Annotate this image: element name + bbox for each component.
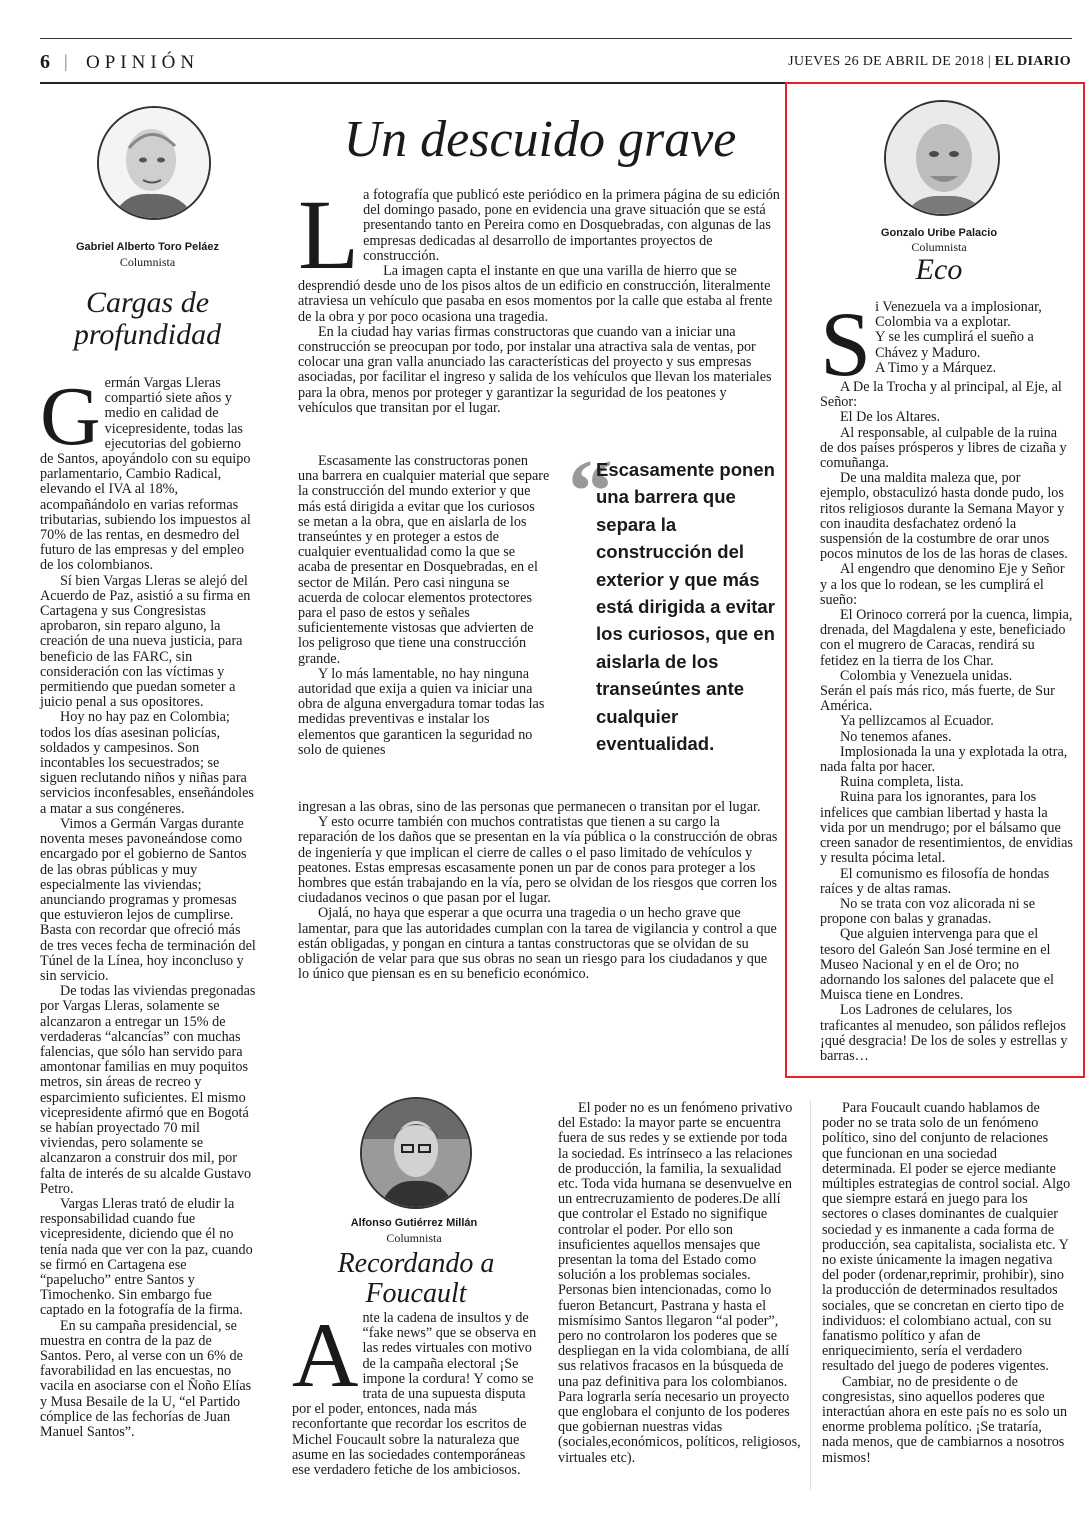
author-name-uribe: Gonzalo Uribe Palacio — [880, 227, 998, 239]
verse-line: i Venezuela va a implosionar, — [875, 299, 1042, 315]
paragraph: Colombia y Venezuela unidas. — [840, 667, 1013, 684]
paragraph: No tenemos afanes. — [840, 728, 952, 745]
issue-dateline — [788, 54, 1071, 70]
drop-cap: A — [292, 1304, 359, 1406]
paragraph: Sí bien Vargas Lleras se alejó del Acuerdo de Paz, asistió a su firma en Cartagena y sus Congresistas aprobaron, sin reparo alguno, la creación de una nueva justicia, para beneficio de las FARC, sin consideración con las víctimas y permitiendo que puedan someter a juicio penal a sus opositores. — [40, 572, 251, 711]
paragraph: Ojalá, no haya que esperar a que ocurra una tragedia o un hecho grave que lamentar, para que las autoridades cumplan con la tarea de vigilancia y control a que están obligadas, y pongan en cintura a tantas constructoras que se olvidan de su obligación de velar para que sus obras no sean un riesgo para los ciudadanos y que lo único que piensan es en su beneficio económico. — [298, 905, 777, 983]
author-photo-gutierrez — [360, 1097, 472, 1209]
page-number: 6 — [40, 51, 50, 73]
column-title-eco: Eco — [915, 253, 963, 286]
portrait-icon — [99, 108, 209, 218]
column-body-foucault-1 — [292, 1304, 544, 1479]
column-title-foucault: Recordando a Foucault — [337, 1248, 495, 1310]
editorial-body-narrow — [298, 454, 550, 758]
paragraph: En su campaña presidencial, se muestra en contra de la paz de Santos. Pero, al verse con un 6% de favorabilidad en las encuestas, no vacila en asociarse con el Ñoño Elías y Musa Besaile de la U, “el Partido cómplice de las fechorías de Juan Manuel Santos”. — [40, 1317, 252, 1441]
paragraph: Que alguien intervenga para que el tesoro del Galeón San José termine en el Museo Nacional y en el de Oro; no adornando los salones del palacete que el Muisca tiene en Londres. — [820, 926, 1055, 1004]
paragraph: nte la cadena de insultos y de “fake news” que se observa en las redes virtuales con motivo de la campaña electoral ¡Se impone la cordura! Y como se trata de una supuesta disputa por el poder, entonces, nada más reconfortante que recordar los escritos de Michel Foucault sobre la naturaleza que asume en las sociedades contemporáneas ese verdadero fetiche de los ambiciosos. — [292, 1310, 537, 1479]
paragraph: Serán el país más rico, más fuerte, de Sur América. — [820, 683, 1055, 715]
drop-cap: G — [40, 370, 101, 463]
paragraph: A De la Trocha y al principal, al Eje, al Señor: — [820, 379, 1062, 411]
issue-date: JUEVES 26 DE ABRIL DE 2018 | — [788, 54, 991, 69]
author-name-toro: Gabriel Alberto Toro Peláez — [75, 241, 220, 253]
newspaper-name: EL DIARIO — [994, 54, 1071, 69]
author-role-toro: Columnista — [119, 255, 176, 269]
paragraph: En la ciudad hay varias firmas constructoras que cuando van a iniciar una construcción se preocupan por todo, por instalar una atractiva sala de ventas, por colocar una gran valla anunciado las características del proyecto y sus empresas asociadas, por facilitar el ingreso y salida de los vehículos que llevan los materiales para la obra, menos por proteger y garantizar la seguridad de los peatones y vehículos que transitan por el lugar. — [298, 323, 772, 416]
paragraph: No se trata con voz alicorada ni se propone con balas y granadas. — [820, 895, 1035, 928]
paragraph: De una maldita maleza que, por ejemplo, obstaculizó hasta donde pudo, los ritos religiosos durante la Semana Mayor y con inaudita desfachatez ordenó la suspensión de la costumbre de orar unos pocos minutos de los de las horas de clases. — [820, 470, 1068, 563]
paragraph: Vimos a Germán Vargas durante noventa meses pavoneándose como encargado por el gobierno de Santos de las obras públicas y muy especialmente las viviendas; anunciando programas y promesas que estuvieron lejos de cumplirse. Basta con recordar que ofreció más de tres veces fecha de terminación del Túnel de la Línea, hoy inconcluso y sin servicio. — [40, 815, 256, 984]
editorial-body-bottom — [298, 800, 781, 982]
verse-line: Colombia va a explotar. — [875, 314, 1011, 331]
author-role-uribe: Columnista — [911, 240, 967, 254]
paragraph: ingresan a las obras, sino de las personas que permanecen o transitan por el lugar. — [298, 799, 761, 815]
paragraph: Al engendro que denomino Eje y Señor y a los que lo rodean, se les cumplirá el sueño: — [820, 561, 1065, 608]
paragraph: El comunismo es filosofía de hondas raíces y de altas ramas. — [820, 865, 1050, 897]
paragraph: Los Ladrones de celulares, los traficantes al menudeo, son pálidos reflejos ¡qué desgracia! De los de soles y estrellas y barras… — [820, 1002, 1068, 1064]
author-photo-uribe — [884, 100, 1000, 216]
paragraph: Y esto ocurre también con muchos contratistas que tienen a su cargo la reparación de los daños que se presentan en la vía pública o la construcción de obras de ingeniería y que implican el cierre de calles o el paso limitado de vehículos y peatones. Estas empresas escasamente ponen un par de conos para proteger a los hombres que están trabajando en la vía, pero se olvidan de los riesgos que corren los ciudadanos vecinos o que pasan por el lugar. — [298, 814, 778, 907]
paragraph: Y lo más lamentable, no hay ninguna autoridad que exija a quien va iniciar una obra de alguna envergadura tomar todas las medidas preventivas e instalar los elementos que garanticen la seguridad no solo de quienes — [298, 665, 545, 758]
editorial-title: Un descuido grave — [343, 111, 737, 168]
portrait-icon — [886, 102, 998, 214]
author-role-gutierrez: Columnista — [386, 1231, 442, 1245]
portrait-icon — [362, 1099, 470, 1207]
column-divider — [810, 1100, 811, 1490]
column-title-cargas: Cargas de profundidad — [73, 286, 222, 352]
paragraph: El poder no es un fenómeno privativo del Estado: la mayor parte se encuentra fuera de sus redes y se extiende por toda la sociedad. Es intrínseco a las relaciones de producción, la familia, la sexualidad etc. Toda vida humana se desenvuelve en un entrecruzamiento de poderes.De allí que controlar el Estado no signifique controlar el poder. Por ello son insuficientes aquellos mensajes que presentan la toma del Estado como solución a los problemas sociales. Personas bien intencionadas, como lo fueron Betancurt, Pastrana y hasta el mismísimo Santos llegaron “al poder”, pero no controlaron los poderes que se despliegan en la vida colombiana, de allí sus relativos fracasos en la búsqueda de una paz definitiva para los colombianos. Para lograrla sería necesario un proyecto que englobara el conjunto de los poderes que gobiernan nuestras vidas (sociales,económicos, políticos, religiosos, virtuales etc). — [558, 1100, 801, 1466]
paragraph: Al responsable, al culpable de la ruina de dos países prósperos y libres de cizaña y comuñanga. — [820, 424, 1067, 472]
verse-line: Chávez y Maduro. — [875, 344, 981, 361]
author-name-gutierrez: Alfonso Gutiérrez Millán — [350, 1217, 478, 1229]
editorial-body-top — [298, 179, 781, 416]
paragraph: Ruina completa, lista. — [840, 774, 964, 791]
paragraph: El De los Altares. — [840, 409, 941, 426]
column-body-eco — [820, 293, 1073, 1064]
paragraph: a fotografía que publicó este periódico en la primera página de su edición del domingo pasado, pone en evidencia una grave situación que se está presentando tanto en Pereira como en Dosquebradas, con algunas de las empresas dedicadas al desarrollo de importantes proyectos de construcción. — [363, 187, 780, 264]
header-separator: | — [64, 51, 68, 71]
section-name: OPINIÓN — [86, 52, 200, 73]
top-rule — [40, 38, 1072, 39]
paragraph: De todas las viviendas pregonadas por Vargas Lleras, solamente se alcanzaron a entregar un 15% de verdaderas “alcancías” con muchas falencias, que sólo han servido para amontonar familias en muy poquitos metros, sin áreas de recreo y esparcimiento suficientes. El mismo vicepresidente afirmó que en Bogotá se habían proyectado 70 mil viviendas, pero solamente se alcanzaron a construir dos mil, por falta de interés de su alcalde Gustavo Petro. — [40, 983, 256, 1197]
paragraph: ermán Vargas Lleras compartió siete años y medio en calidad de vicepresidente, todas las ejecutorias del gobierno de Santos, apoyándolo con su equipo parlamentario, Cambio Radical, elevando el IVA al 18%, acompañándolo en varias reformas tributarias, subiendo los impuestos al 70% de las rentas, en desmedro del futuro de las empresas y del empleo de los colombianos. — [40, 375, 251, 574]
drop-cap: S — [820, 293, 872, 395]
paragraph: Para Foucault cuando hablamos de poder no se trata solo de un fenómeno político, sino del conjunto de relaciones que funcionan en una sociedad determinada. El poder se ejerce mediante múltiples estrategias de control social. Algo que siempre estará en juego para los sectores o clases dominantes de cualquier sociedad y es inmanente a cada forma de producción, sea capitalista, socialista etc. Y no existe únicamente la imagen negativa del poder (ordenar,reprimir, prohibir), sino la producción de determinados resultados sociales, que se concretan en cierto tipo de individuos: el colombiano actual, con su fanatismo político y afan de enriquecimiento, sería el verdadero resultado del juego de poderes vigentes. — [822, 1100, 1071, 1375]
paragraph: Escasamente las constructoras ponen una barrera en cualquier material que separe la construcción del mundo exterior y que más está dirigida a evitar que los curiosos se metan a la obra, que en aislarla de los transeúntes y en proteger a estos de cualquier eventualidad como la que se acaba de presentar en Dosquebradas, en el sector de Milán. Pero casi ninguna se acuerda de colocar elementos protectores para el paso de estos y señales suficientemente vistosas que advierten de los peligroso que tiene una construcción grande. — [298, 453, 550, 667]
column-body-foucault-2 — [558, 1101, 801, 1466]
paragraph: Hoy no hay paz en Colombia; todos los días asesinan policías, soldados y campesinos. Son incontables los secuestrados; se siguen reclutando niños y niñas para servicios inconfesables, enseñándoles a matar a sus congéneres. — [40, 709, 254, 817]
paragraph: Implosionada la una y explotada la otra, nada falta por hacer. — [820, 743, 1068, 776]
verse-line: A Timo y a Márquez. — [875, 359, 997, 376]
author-photo-toro — [97, 106, 211, 220]
verse-line: Y se les cumplirá el sueño a — [875, 329, 1034, 346]
column-body-foucault-3 — [822, 1101, 1072, 1466]
paragraph: Ya pellizcamos al Ecuador. — [840, 713, 994, 730]
column-body-cargas — [40, 370, 256, 1441]
paragraph: Vargas Lleras trató de eludir la responsabilidad cuando fue vicepresidente, diciendo que él no tenía nada que ver con la paz, cuando se firmó en Cartagena ese “papelucho” entre Santos y Timochenko. Sin embargo fue captado en la fotografía de la firma. — [40, 1195, 253, 1319]
paragraph: Cambiar, no de presidente o de congresistas, sino aquellos poderes que interactúan ahora en este país no es solo un enorme problema político. ¡Se trataría, nada menos, que de cambiarnos a nosotros mismos! — [822, 1373, 1068, 1466]
pull-quote: Escasamente ponen una barrera que separa la construcción del exterior y que más está dirigida a evitar los curiosos, que en aislarla de los transeúntes ante cualquier eventualidad. — [596, 459, 775, 755]
quote-mark-icon: “ — [568, 442, 613, 541]
paragraph: Ruina para los ignorantes, para los infelices que cambian libertad y hasta la vida por un mendrugo; por el bálsamo que creen sanador de resentimientos, de envidias y resulta pócima letal. — [820, 789, 1073, 867]
drop-cap: L — [298, 179, 360, 290]
paragraph: La imagen capta el instante en que una varilla de hierro que se desprendió desde uno de los pisos altos de un edificio en construcción, literalmente atraviesa un vehículo que pasaba en esos momentos por la calle que estaba al frente de la obra y por poco ocasiona una tragedia. — [298, 263, 773, 325]
paragraph: El Orinoco correrá por la cuenca, limpia, drenada, del Magdalena y este, beneficiado con el mugrero de Caracas, rendirá su fetidez en la tierra de los Char. — [820, 607, 1073, 669]
